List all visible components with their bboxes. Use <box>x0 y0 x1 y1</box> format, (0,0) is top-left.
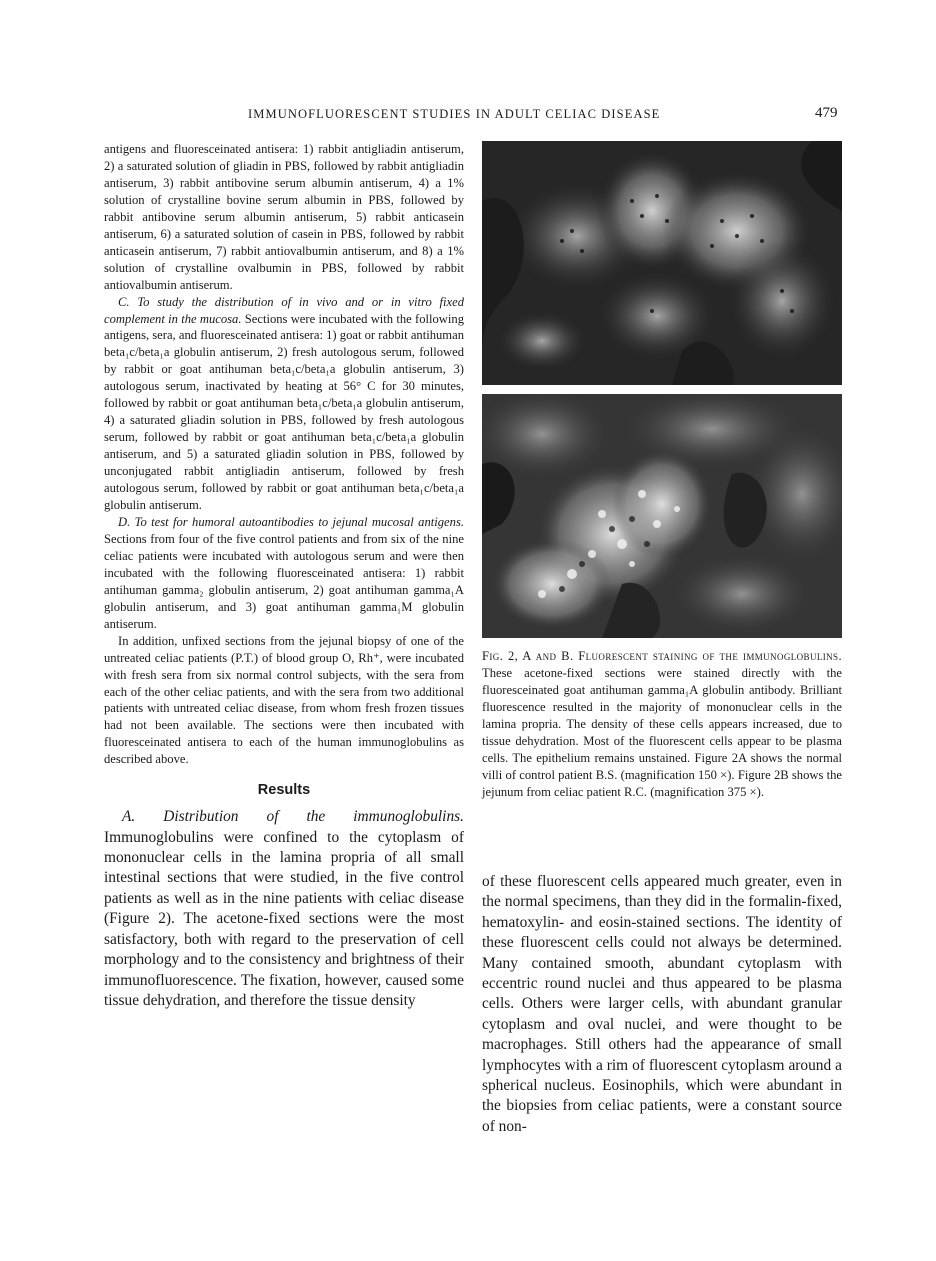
results-text <box>104 807 464 1011</box>
paragraph-antigens-continued: antigens and fluoresceinated antisera: 1) rabbit antigliadin antiserum, 2) a saturated solution of gliadin in PBS, followed by rabbit antigliadin antiserum, 3) rabbit antibovine serum albumin antiserum, 4) a 1% solution of crystalline bovine serum albumin in PBS, followed by rabbit antibovine serum albumin antiserum, 5) rabbit anticasein antiserum, 6) a saturated solution of casein in PBS, followed by rabbit anticasein antiserum, 7) rabbit antiovalbumin antiserum, and 8) a 1% solution of crystalline ovalbumin in PBS, followed by rabbit antiovalbumin antiserum. <box>104 142 464 292</box>
figure-2-caption-body: These acetone-fixed sections were stained directly with the fluoresceinated goat antihuman gamma₁A globulin antibody. Brilliant fluorescence resulted in the majority of mononuclear cells in the lamina propria. The density of these cells appears increased, due to tissue dehydration. Most of the fluorescent cells appear to be plasma cells. The epithelium remains unstained. Figure 2A shows the normal villi of control patient B.S. (magnification 150 ×). Figure 2B shows the jejunum from celiac patient R.C. (magnification 375 ×). <box>482 665 842 799</box>
paragraph-d <box>104 514 464 633</box>
running-title: IMMUNOFLUORESCENT STUDIES IN ADULT CELIAC DISEASE <box>248 107 661 121</box>
paragraph-d-body: Sections from four of the five control patients and from six of the nine celiac patients were incubated with autologous serum and were then incubated with the following fluoresceinated antisera: 1) rabbit antihuman gamma₂ globulin antiserum, 2) goat antihuman gamma₁A globulin antiserum, and 3) goat antihuman gamma₁M globulin antiserum. <box>104 531 464 631</box>
figure-2a-image <box>482 141 842 385</box>
paragraph-c <box>104 294 464 514</box>
results-heading: Results <box>257 782 311 799</box>
paragraph-right-continued: of these fluorescent cells appeared much greater, even in the normal specimens, than they did in the formalin-fixed, hematoxylin- and eosin-stained sections. The identity of these fluorescent cells could not always be determined. Many contained smooth, abundant cytoplasm with eccentric round nuclei and thus appeared to be plasma cells. Others were larger cells, with abundant granular cytoplasm and oval nuclei, and were thought to be macrophages. Still others had the appearance of small lymphocytes with a rim of fluorescent cytoplasm around a spherical nucleus. Eosinophils, which were abundant in the biopsies from celiac patients, were a constant source of non- <box>482 873 842 1135</box>
results-a-heading: A. Distribution of the immunoglobulins. <box>122 808 464 826</box>
paragraph-addition: In addition, unfixed sections from the jejunal biopsy of one of the untreated celiac patients (P.T.) of blood group O, Rh⁺, were incubated with fresh sera from six normal control subjects, with the sera from each of the other celiac patients, and with the sera from two additional patients with untreated celiac disease, from whom fresh frozen tissues had not been available. The sections were then incubated with fluoresceinated antisera to each of the human immunoglobulins as described above. <box>104 633 464 767</box>
paragraph-results-a <box>104 807 464 1011</box>
paragraph-c-body: Sections were incubated with the following antigens, sera, and fluoresceinated antisera: 1) goat or rabbit antihuman beta₁c/beta₁a globulin antiserum, 2) fresh autologous serum, followed by rabbit or goat antihuman beta₁c/beta₁a globulin antiserum, 3) autologous serum, inactivated by heating at 56° C for 30 minutes, followed by rabbit or goat antihuman beta₁c/beta₁a globulin antiserum, 4) a saturated gliadin solution in PBS, followed by fresh autologous serum, followed by rabbit or goat antihuman beta₁c/beta₁a globulin antiserum, and 5) a saturated gliadin solution in PBS, followed by unconjugated rabbit antigliadin antiserum, followed by fresh autologous serum, followed by rabbit or goat antihuman beta₁c/beta₁a globulin antiserum. <box>104 311 464 513</box>
right-column <box>482 872 842 1137</box>
figure-2-caption <box>482 648 842 801</box>
paragraph-c-heading: C. To study the distribution of in vivo and or in vitro fixed complement in the mucosa. <box>104 294 464 326</box>
page-number: 479 <box>815 105 838 121</box>
figure-2b-image <box>482 394 842 638</box>
figure-2a-micrograph <box>482 141 842 385</box>
methods-text <box>104 141 464 768</box>
results-a-body: Immunoglobulins were confined to the cytoplasm of mononuclear cells in the lamina propria of all small intestinal sections that were studied, in the five control patients as well as in the nine patients with celiac disease (Figure 2). The acetone-fixed sections were the most satisfactory, both with regard to the preservation of cell morphology and to the consistency and brightness of their immunofluorescence. The fixation, however, caused some tissue dehydration, and therefore the tissue density <box>104 828 464 1009</box>
figure-2-caption-lead: Fig. 2, A and B. Fluorescent staining of the immunoglobulins. <box>482 649 842 663</box>
left-column <box>104 141 464 1011</box>
figure-2b-micrograph <box>482 394 842 638</box>
paragraph-d-heading: D. To test for humoral autoantibodies to jejunal mucosal antigens. <box>118 514 464 529</box>
running-head <box>0 107 936 125</box>
